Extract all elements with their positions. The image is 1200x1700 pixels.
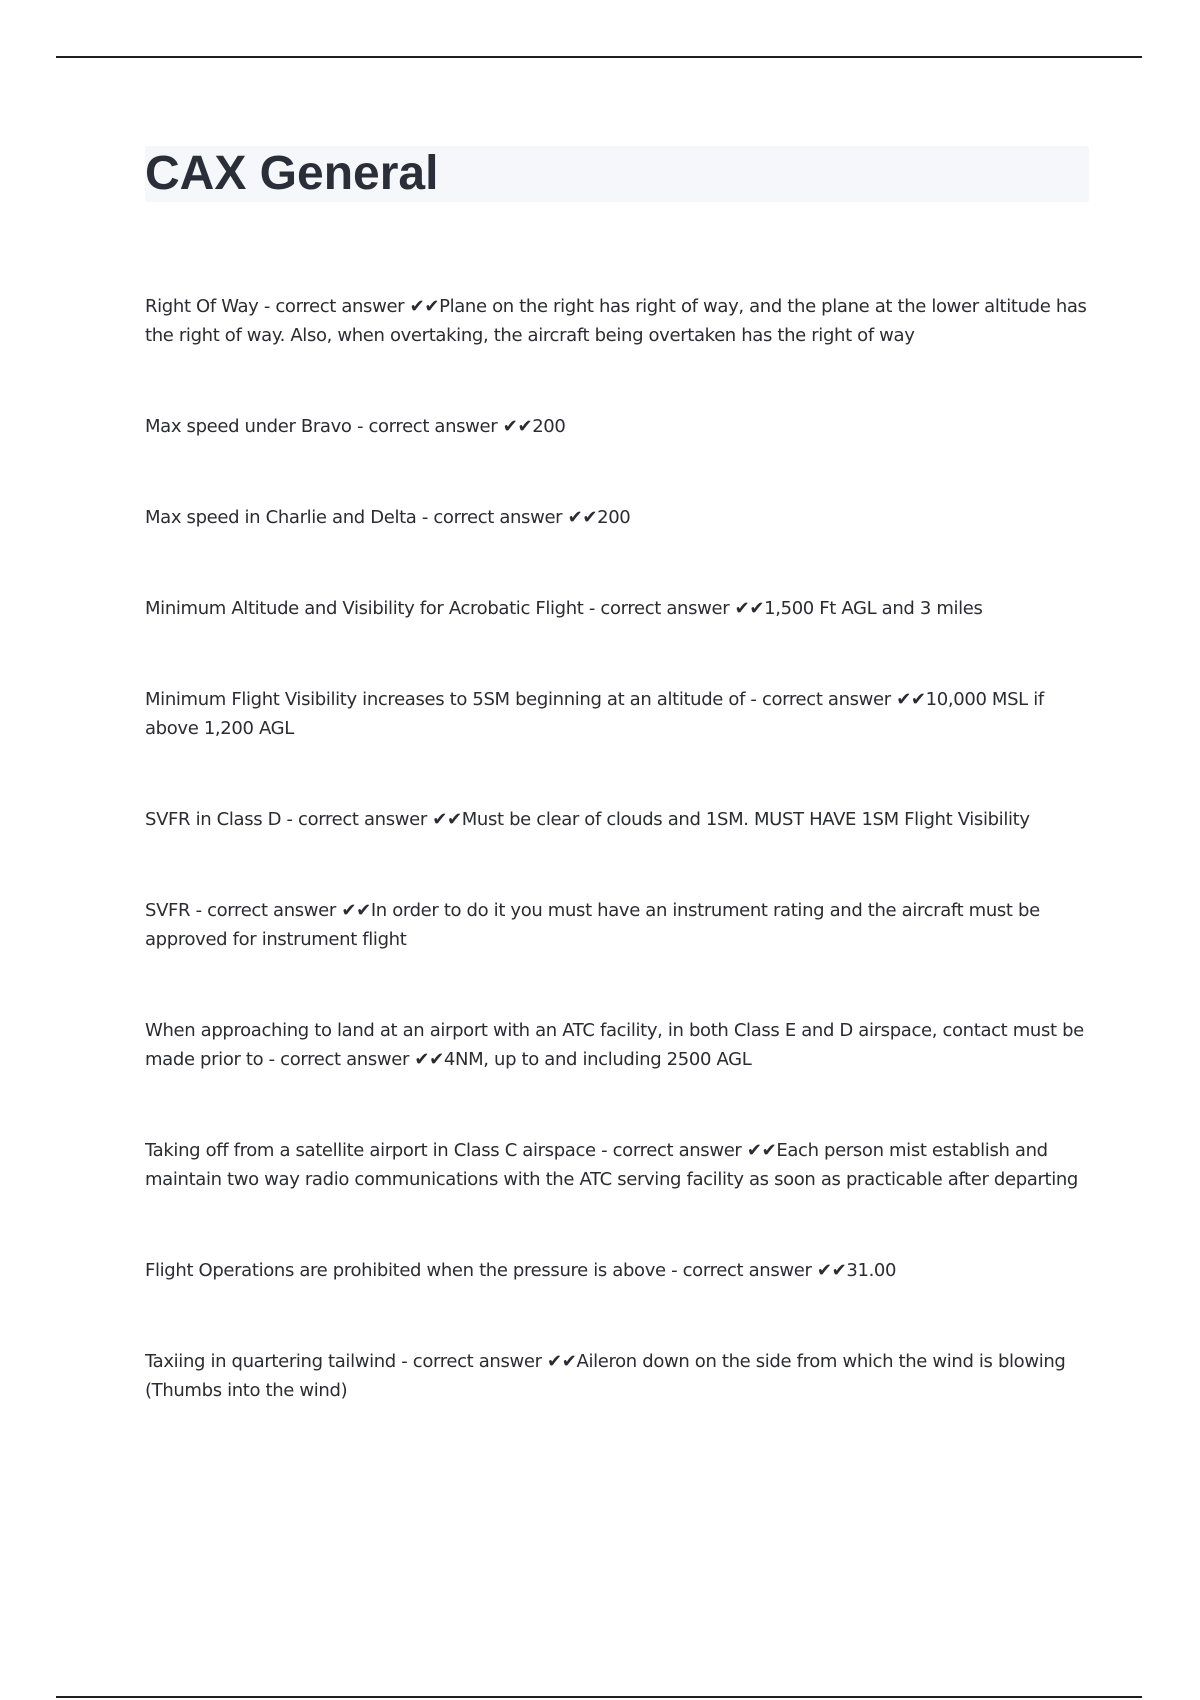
- page-title: CAX General: [145, 147, 439, 200]
- qa-item: [145, 412, 1095, 441]
- check-marks-icon: ✔✔: [890, 689, 926, 710]
- top-rule: [56, 56, 1142, 58]
- qa-separator: -: [416, 507, 434, 528]
- qa-answer: Each person mist establish and maintain two way radio communications with the ATC serving facility as soon as practicable after departing: [145, 1140, 1079, 1190]
- qa-item: [145, 1016, 1095, 1074]
- qa-separator: -: [595, 1140, 613, 1161]
- qa-answer-label: correct answer: [275, 296, 405, 317]
- qa-item: [145, 594, 1095, 623]
- check-marks-icon: ✔✔: [729, 598, 765, 619]
- qa-separator: -: [351, 416, 369, 437]
- qa-answer-label: correct answer: [298, 809, 427, 830]
- check-marks-icon: ✔✔: [811, 1260, 847, 1281]
- qa-question: Minimum Flight Visibility increases to 5SM beginning at an altitude of: [145, 689, 746, 710]
- qa-answer: Must be clear of clouds and 1SM. MUST HAVE 1SM Flight Visibility: [461, 809, 1030, 830]
- qa-question: Taxiing in quartering tailwind: [145, 1351, 396, 1372]
- qa-item: [145, 805, 1095, 834]
- qa-question: Right Of Way: [145, 296, 259, 317]
- check-marks-icon: ✔✔: [541, 1351, 577, 1372]
- qa-question: Taking off from a satellite airport in Class C airspace: [145, 1140, 596, 1161]
- qa-answer-label: correct answer: [368, 416, 498, 437]
- qa-separator: -: [665, 1260, 683, 1281]
- qa-question: Flight Operations are prohibited when the pressure is above: [145, 1260, 666, 1281]
- qa-answer: Aileron down on the side from which the wind is blowing (Thumbs into the wind): [145, 1351, 1066, 1401]
- check-marks-icon: ✔✔: [497, 416, 533, 437]
- qa-answer-label: correct answer: [612, 1140, 742, 1161]
- bottom-rule: [56, 1696, 1142, 1698]
- qa-separator: -: [395, 1351, 413, 1372]
- check-marks-icon: ✔✔: [409, 1049, 444, 1070]
- qa-separator: -: [258, 296, 276, 317]
- qa-question: When approaching to land at an airport with an ATC facility, in both Class E and D airspace, contact must be made prior to: [145, 1020, 1084, 1070]
- qa-separator: -: [745, 689, 762, 710]
- qa-answer-label: correct answer: [280, 1049, 410, 1070]
- qa-list: [145, 292, 1095, 1467]
- check-marks-icon: ✔✔: [562, 507, 598, 528]
- qa-item: [145, 503, 1095, 532]
- qa-answer: 31.00: [846, 1260, 897, 1281]
- qa-answer-label: correct answer: [433, 507, 563, 528]
- qa-answer-label: correct answer: [600, 598, 730, 619]
- qa-separator: -: [263, 1049, 281, 1070]
- qa-item: [145, 1256, 1095, 1285]
- qa-item: [145, 1347, 1095, 1405]
- qa-answer: 1,500 Ft AGL and 3 miles: [764, 598, 983, 619]
- qa-item: [145, 292, 1095, 350]
- qa-item: [145, 896, 1095, 954]
- qa-question: Max speed under Bravo: [145, 416, 352, 437]
- qa-answer-label: correct answer: [761, 689, 891, 710]
- qa-answer-label: correct answer: [412, 1351, 542, 1372]
- check-marks-icon: ✔✔: [426, 809, 462, 830]
- qa-item: [145, 1136, 1095, 1194]
- qa-separator: -: [190, 900, 208, 921]
- qa-answer: 200: [597, 507, 631, 528]
- qa-answer: Plane on the right has right of way, and the plane at the lower altitude has the right of way. Also, when overtaking, the aircraft being overtaken has the right of way: [145, 296, 1087, 346]
- check-marks-icon: ✔✔: [741, 1140, 777, 1161]
- check-marks-icon: ✔✔: [404, 296, 440, 317]
- qa-question: Minimum Altitude and Visibility for Acrobatic Flight: [145, 598, 584, 619]
- qa-question: Max speed in Charlie and Delta: [145, 507, 417, 528]
- qa-question: SVFR in Class D: [145, 809, 282, 830]
- qa-item: [145, 685, 1095, 743]
- qa-answer: In order to do it you must have an instrument rating and the aircraft must be approved for instrument flight: [145, 900, 1040, 950]
- qa-answer-label: correct answer: [207, 900, 336, 921]
- qa-answer-label: correct answer: [682, 1260, 812, 1281]
- qa-answer: 4NM, up to and including 2500 AGL: [443, 1049, 752, 1070]
- qa-separator: -: [583, 598, 601, 619]
- qa-question: SVFR: [145, 900, 191, 921]
- qa-separator: -: [281, 809, 299, 830]
- qa-answer: 10,000 MSL if above 1,200 AGL: [145, 689, 1044, 739]
- check-marks-icon: ✔✔: [335, 900, 371, 921]
- qa-answer: 200: [532, 416, 566, 437]
